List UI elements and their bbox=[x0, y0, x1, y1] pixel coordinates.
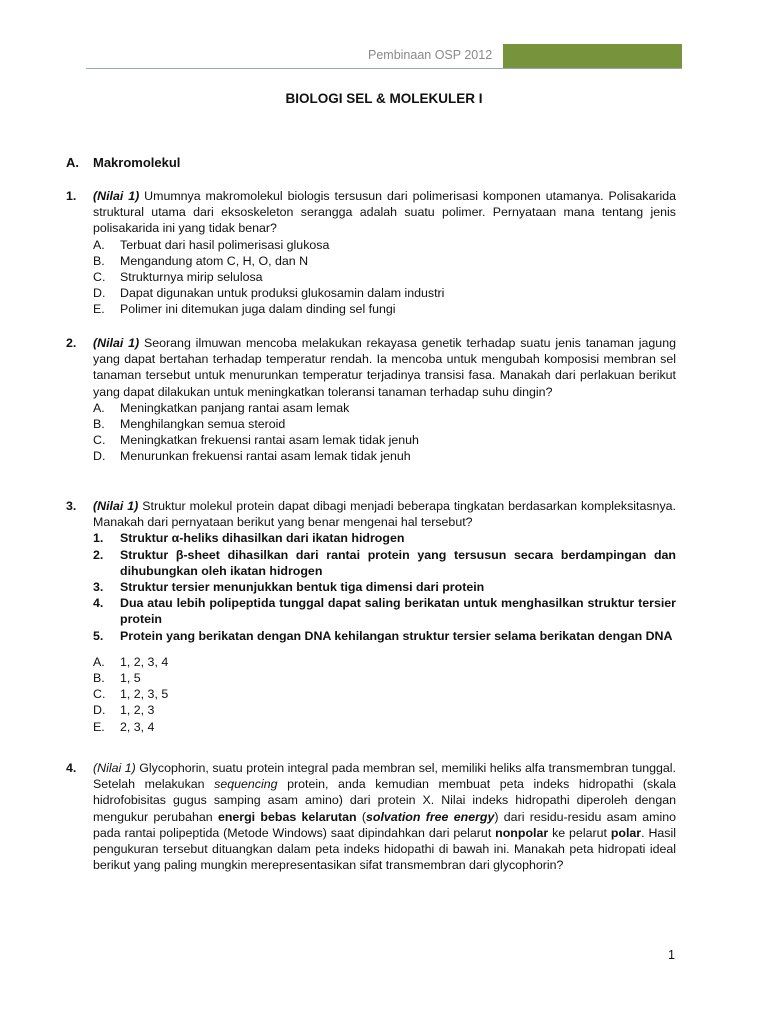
option-text: Menurunkan frekuensi rantai asam lemak tidak jenuh bbox=[120, 449, 411, 464]
question-text-bold: polar bbox=[610, 825, 642, 840]
option-label: B. bbox=[93, 671, 105, 686]
option-text: Meningkatkan frekuensi rantai asam lemak tidak jenuh bbox=[120, 433, 419, 448]
question-stem bbox=[93, 760, 676, 873]
option-label: A. bbox=[93, 237, 105, 252]
option-item bbox=[93, 686, 676, 702]
option-label: B. bbox=[93, 253, 105, 268]
question-text: protein, anda kemudian membuat peta indeks hidropathi (skala hidrofobisitas gugus samping asam amino) dari protein X. Nilai indeks hidropathi diperoleh dengan mengukur perubahan bbox=[93, 777, 676, 824]
question-stem bbox=[93, 335, 676, 400]
question-text-bold: nonpolar bbox=[495, 825, 549, 840]
option-text: 1, 2, 3, 5 bbox=[120, 687, 169, 702]
nilai-label: (Nilai 1) bbox=[93, 189, 140, 203]
section-heading bbox=[66, 155, 180, 170]
option-item bbox=[93, 237, 676, 253]
question-text: ke pelarut bbox=[548, 825, 611, 840]
option-item bbox=[93, 416, 676, 432]
question-text-bold: energi bebas kelarutan bbox=[217, 809, 357, 824]
option-item bbox=[93, 253, 676, 269]
statement-item bbox=[93, 530, 676, 546]
option-item bbox=[93, 719, 676, 735]
option-label: C. bbox=[93, 433, 106, 448]
header-title: Pembinaan OSP 2012 bbox=[368, 48, 493, 62]
option-label: D. bbox=[93, 703, 106, 718]
option-text: Mengandung atom C, H, O, dan N bbox=[120, 253, 309, 268]
option-label: E. bbox=[93, 719, 105, 734]
statement-item bbox=[93, 628, 676, 644]
option-item bbox=[93, 654, 676, 670]
header-accent-bar bbox=[503, 44, 682, 68]
question-number: 3. bbox=[66, 499, 77, 513]
option-text: Polimer ini ditemukan juga dalam dinding sel fungi bbox=[120, 302, 396, 317]
nilai-label: (Nilai 1) bbox=[93, 761, 136, 775]
option-text: Menghilangkan semua steroid bbox=[120, 417, 286, 432]
question-1 bbox=[66, 188, 676, 318]
question-number: 4. bbox=[66, 761, 77, 775]
option-item bbox=[93, 670, 676, 686]
option-label: C. bbox=[93, 270, 106, 285]
nilai-label: (Nilai 1) bbox=[93, 499, 139, 513]
question-number: 2. bbox=[66, 336, 77, 350]
option-text: Dapat digunakan untuk produksi glukosamin dalam industri bbox=[120, 286, 445, 301]
statement-text: Dua atau lebih polipeptida tunggal dapat saling berikatan untuk menghasilkan struktur tersier protein bbox=[120, 596, 676, 627]
statement-item bbox=[93, 579, 676, 595]
question-text: Umumnya makromolekul biologis tersusun dari polimerisasi komponen utamanya. Polisakarida struktural utama dari eksoskeleton serangga adalah suatu polimer. Pernyataan mana tentang jenis polisakarida ini yang tidak benar? bbox=[93, 189, 676, 236]
option-item bbox=[93, 702, 676, 718]
question-text: Glycophorin, suatu protein integral pada membran sel, memiliki heliks alfa transmembran tunggal. Setelah melakukan bbox=[93, 761, 676, 792]
question-3 bbox=[66, 498, 676, 735]
option-item bbox=[93, 285, 676, 301]
question-text: . Hasil pengukuran tersebut dituangkan dalam peta indeks hidopathi di bawah ini. Manakah peta hidropati ideal berikut yang paling mungkin merepresentasikan sifat transmembran dari glycophorin? bbox=[93, 825, 676, 873]
option-item bbox=[93, 448, 676, 464]
question-text: Struktur molekul protein dapat dibagi menjadi beberapa tingkatan berdasarkan kompleksitasnya. Manakah dari pernyataan berikut yang benar mengenai hal tersebut? bbox=[93, 499, 676, 530]
option-label: D. bbox=[93, 449, 106, 464]
statement-label: 2. bbox=[93, 547, 104, 562]
option-text: Terbuat dari hasil polimerisasi glukosa bbox=[120, 237, 330, 252]
option-label: C. bbox=[93, 687, 106, 702]
question-text-bold-italic: solvation free energy bbox=[366, 809, 495, 824]
option-text: 1, 2, 3, 4 bbox=[120, 654, 169, 669]
option-list bbox=[93, 237, 676, 318]
document-title: BIOLOGI SEL & MOLEKULER I bbox=[285, 91, 483, 106]
statement-label: 5. bbox=[93, 628, 104, 643]
question-number: 1. bbox=[66, 189, 77, 203]
statement-item bbox=[93, 595, 676, 627]
statement-label: 3. bbox=[93, 580, 104, 595]
option-label: B. bbox=[93, 417, 105, 432]
option-list bbox=[93, 654, 676, 735]
question-4 bbox=[66, 760, 676, 873]
option-text: Strukturnya mirip selulosa bbox=[120, 270, 263, 285]
statement-label: 1. bbox=[93, 531, 104, 546]
question-text: ( bbox=[356, 809, 367, 824]
section-label: A. bbox=[66, 155, 79, 170]
option-item bbox=[93, 301, 676, 317]
statement-list bbox=[93, 530, 676, 643]
option-text: 1, 5 bbox=[120, 671, 141, 686]
option-text: 1, 2, 3 bbox=[120, 703, 155, 718]
page-number: 1 bbox=[668, 948, 675, 962]
option-label: E. bbox=[93, 302, 105, 317]
question-text: ) dari residu-residu asam amino pada rantai polipeptida (Metode Windows) saat dipindahkan dari pelarut bbox=[93, 809, 676, 840]
option-list bbox=[93, 400, 676, 465]
option-text: 2, 3, 4 bbox=[120, 719, 155, 734]
statement-text: Struktur α-heliks dihasilkan dari ikatan hidrogen bbox=[120, 531, 405, 546]
header-rule bbox=[86, 68, 682, 69]
option-text: Meningkatkan panjang rantai asam lemak bbox=[120, 400, 350, 415]
statement-text: Struktur tersier menunjukkan bentuk tiga dimensi dari protein bbox=[120, 580, 485, 595]
section-title: Makromolekul bbox=[93, 155, 181, 170]
nilai-label: (Nilai 1) bbox=[93, 336, 140, 350]
option-item bbox=[93, 432, 676, 448]
statement-text: Protein yang berikatan dengan DNA kehilangan struktur tersier selama berikatan dengan DNA bbox=[120, 628, 673, 643]
option-label: D. bbox=[93, 286, 106, 301]
statement-item bbox=[93, 547, 676, 579]
option-item bbox=[93, 400, 676, 416]
question-text-emphasis: sequencing bbox=[214, 777, 278, 792]
question-2 bbox=[66, 335, 676, 465]
question-text: Seorang ilmuwan mencoba melakukan rekayasa genetik terhadap suatu jenis tanaman jagung yang dapat bertahan terhadap temperatur rendah. Ia mencoba untuk mengubah komposisi membran sel tanaman tersebut untuk menurunkan temperatur terjadinya transisi fasa. Manakah dari perlakuan berikut yang dapat dilakukan untuk meningkatkan toleransi tanaman terhadap suhu dingin? bbox=[93, 336, 676, 399]
option-label: A. bbox=[93, 654, 105, 669]
statement-text: Struktur β-sheet dihasilkan dari rantai protein yang tersusun secara berdampingan dan dihubungkan oleh ikatan hidrogen bbox=[120, 547, 676, 578]
option-item bbox=[93, 269, 676, 285]
question-stem bbox=[93, 498, 676, 530]
option-label: A. bbox=[93, 400, 105, 415]
question-stem bbox=[93, 188, 676, 237]
statement-label: 4. bbox=[93, 596, 104, 611]
